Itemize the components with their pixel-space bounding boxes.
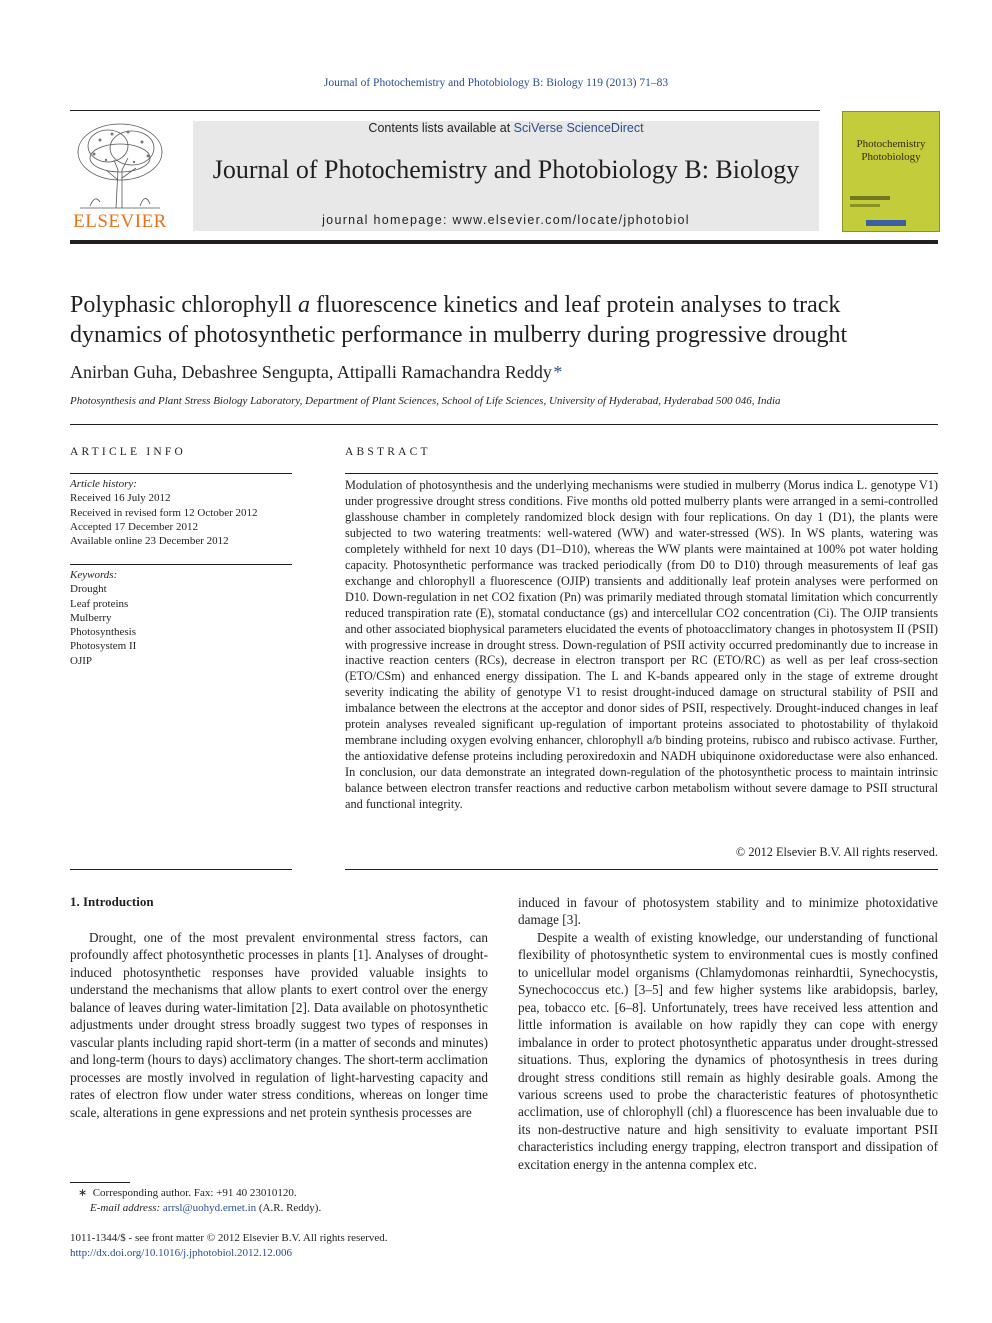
corresponding-author-link[interactable]: * xyxy=(553,362,563,382)
corresponding-text: Corresponding author. Fax: +91 40 23010120. xyxy=(92,1187,297,1199)
contents-line xyxy=(193,121,819,135)
abstract-heading: ABSTRACT xyxy=(345,446,431,458)
keyword-item: Photosystem II xyxy=(70,640,137,653)
header-rule xyxy=(70,110,820,111)
corresponding-note: ∗ Corresponding author. Fax: +91 40 23010120. xyxy=(78,1187,297,1199)
header-thick-rule xyxy=(70,240,938,244)
title-part: Polyphasic chlorophyll xyxy=(70,292,298,318)
doi-link[interactable]: http://dx.doi.org/10.1016/j.jphotobiol.2012.12.006 xyxy=(70,1246,292,1259)
column-rule xyxy=(70,564,292,565)
journal-cover-thumbnail[interactable] xyxy=(842,111,940,232)
article-title xyxy=(70,290,938,350)
keyword-item: Leaf proteins xyxy=(70,597,129,610)
keywords-label: Keywords: xyxy=(70,569,118,581)
title-part: fluorescence kinetics and leaf protein analyses to track dynamics of photosynthetic performance in mulberry during progressive drought xyxy=(70,292,848,348)
history-item: Received 16 July 2012 xyxy=(70,492,171,505)
keyword-item: OJIP xyxy=(70,654,93,667)
footnote-rule xyxy=(70,1182,130,1183)
keyword-item: Photosynthesis xyxy=(70,626,137,639)
issn-line: 1011-1344/$ - see front matter © 2012 Elsevier B.V. All rights reserved. xyxy=(70,1232,388,1244)
intro-paragraph: Despite a wealth of existing knowledge, our understanding of functional flexibility of photosynthetic system to environmental cues is mostly confined to unicellular model organisms (Chlamydomonas reinhardtii, Synechocystis, Synechococcus etc.) [3–5] and few higher systems like arabidopsis, barley, pea, tobacco etc. [6–8]. Unfortunately, trees have received less attention and little information is available on how rapidly they can cope with energy imbalance in order to protect photosynthetic apparatus under drought-stressed situations. Thus, exploring the dynamics of photosynthesis in trees during drought stress conditions still remain as highly desirable goals. Among the various screens used to probe the characteristic features of photosynthetic acclimation, use of chlorophyll (chl) a fluorescence has been invaluable due to its non-destructive nature and high sensitivity to evaluate important PSII characteristics including energy trapping, electron transport and dissipation of excitation energy in the antenna complex etc. xyxy=(518,929,938,1172)
email-link[interactable]: arrsl@uohyd.ernet.in xyxy=(162,1202,257,1214)
history-label: Article history: xyxy=(70,478,137,490)
footnote xyxy=(70,1186,490,1216)
column-rule xyxy=(345,473,938,474)
issn-block xyxy=(70,1231,490,1260)
history-item: Accepted 17 December 2012 xyxy=(70,520,198,533)
cover-decoration xyxy=(850,196,890,200)
column-rule xyxy=(345,869,938,870)
intro-paragraph: Drought, one of the most prevalent environmental stress factors, can profoundly affect photosynthetic processes in plants [1]. Analyses of drought-induced photosynthetic responses have provided valuable insights to understand the mechanisms that allow plants to exert control over the energy balance of leaves during water-limitation [2]. Data available on photosynthetic adjustments under drought stress broadly suggest two types of responses in vascular plants including rapid short-term (in a matter of seconds and minutes) and long-term (hours to days) acclimatory changes. The short-term acclimation processes are mostly involved in regulation of light-harvesting capacity and rates of electron flow under water stress conditions, whereas on longer time scale, alterations in gene expressions and net protein synthesis processes are xyxy=(70,930,488,1120)
abstract-copyright: © 2012 Elsevier B.V. All rights reserved. xyxy=(735,845,938,859)
body-column-left xyxy=(70,929,488,1121)
body-column-right xyxy=(518,894,938,1173)
affiliation: Photosynthesis and Plant Stress Biology Laboratory, Department of Plant Sciences, School of Life Sciences, University of Hyderabad, Hyderabad 500 046, India xyxy=(70,395,781,407)
history-item: Available online 23 December 2012 xyxy=(70,535,229,548)
journal-citation[interactable]: Journal of Photochemistry and Photobiology B: Biology 119 (2013) 71–83 xyxy=(323,77,669,89)
column-rule xyxy=(70,869,292,870)
journal-title: Journal of Photochemistry and Photobiology B: Biology xyxy=(212,155,800,184)
email-label: E-mail address: xyxy=(90,1202,161,1214)
title-italic: a xyxy=(297,292,310,318)
abstract-text: Modulation of photosynthesis and the underlying mechanisms were studied in mulberry (Morus indica L. genotype V1) under progressive drought stress conditions. Five months old potted mulberry plants were arranged in a semi-controlled glasshouse chamber in completely randomized block design with four replications. On day 1 (D1), the plants were subjected to two watering treatments: well-watered (WW) and water-stressed (WS). In WS plants, watering was completely withheld for next 10 days (D1–D10), whereas the WW plants were maintained at 100% pot water holding capacity. Photosynthetic performance was tracked periodically (from D0 to D10) through measurements of leaf gas exchange and chlorophyll a fluorescence (OJIP) transients and additionally leaf protein analyses were performed on D10. Down-regulation in net CO2 fixation (Pn) was primarily mediated through stomatal limitation which concurrently reduced transpiration rate (E), stomatal conductance (gs) and intercellular CO2 concentration (Ci). The OJIP transients and other associated biophysical parameters elucidated the events of photoacclimatory changes in photosystem II (PSII) with progressive increase in drought stress. Down-regulation of PSII activity occurred predominantly due to increase in inactive reaction centers (RCs), decrease in electron transport per RC (ETO/RC) as well as per leaf cross-section (ETO/CSm) and enhanced energy dissipation. The L and K-bands appeared only in the stage of extreme drought severity indicating the ability of genotype V1 to resist drought-induced damage on structural stability of PSII and imbalance between the electrons at the acceptor and donor sides of PSII, respectively. Drought-induced changes in leaf protein analyses revealed significant up-regulation of important proteins associated to photostability of thylakoid membrane including oxygen evolving enhancer, chlorophyll a/b binding proteins, rubisco and rubisco activase. Further, the antioxidative defense proteins including peroxiredoxin and NADH ubiquinone oxidoreductase were also enhanced. In conclusion, our data demonstrate an integrated down-regulation of the photosynthetic process to maintain intrinsic balance between electron transfer reactions and reductive carbon metabolism without severe damage to PSII structural and functional integrity. xyxy=(345,478,938,812)
introduction-heading: 1. Introduction xyxy=(70,894,154,909)
section-rule xyxy=(70,424,938,425)
keyword-item: Drought xyxy=(70,583,107,596)
intro-paragraph-continued: induced in favour of photosystem stability and to minimize photoxidative damage [3]. xyxy=(518,895,938,928)
email-note xyxy=(70,1201,490,1216)
article-info-heading: ARTICLE INFO xyxy=(70,446,186,458)
cover-title: Photochemistry Photobiology xyxy=(856,138,926,163)
cover-logo-box xyxy=(866,220,906,226)
article-history xyxy=(70,477,292,548)
authors-text: Anirban Guha, Debashree Sengupta, Attipalli Ramachandra Reddy xyxy=(70,362,552,382)
keywords xyxy=(70,568,292,668)
journal-homepage[interactable]: journal homepage: www.elsevier.com/locate/jphotobiol xyxy=(322,213,690,227)
keyword-item: Mulberry xyxy=(70,611,112,624)
column-rule xyxy=(70,473,292,474)
contents-prefix: Contents lists available at xyxy=(368,121,514,135)
cover-decoration xyxy=(850,204,880,207)
sciencedirect-link[interactable]: SciVerse ScienceDirect xyxy=(513,121,644,135)
author-list xyxy=(70,362,562,383)
abstract-body xyxy=(345,478,938,813)
elsevier-wordmark: ELSEVIER xyxy=(73,211,167,232)
email-suffix: (A.R. Reddy). xyxy=(256,1202,322,1214)
history-item: Received in revised form 12 October 2012 xyxy=(70,506,258,519)
